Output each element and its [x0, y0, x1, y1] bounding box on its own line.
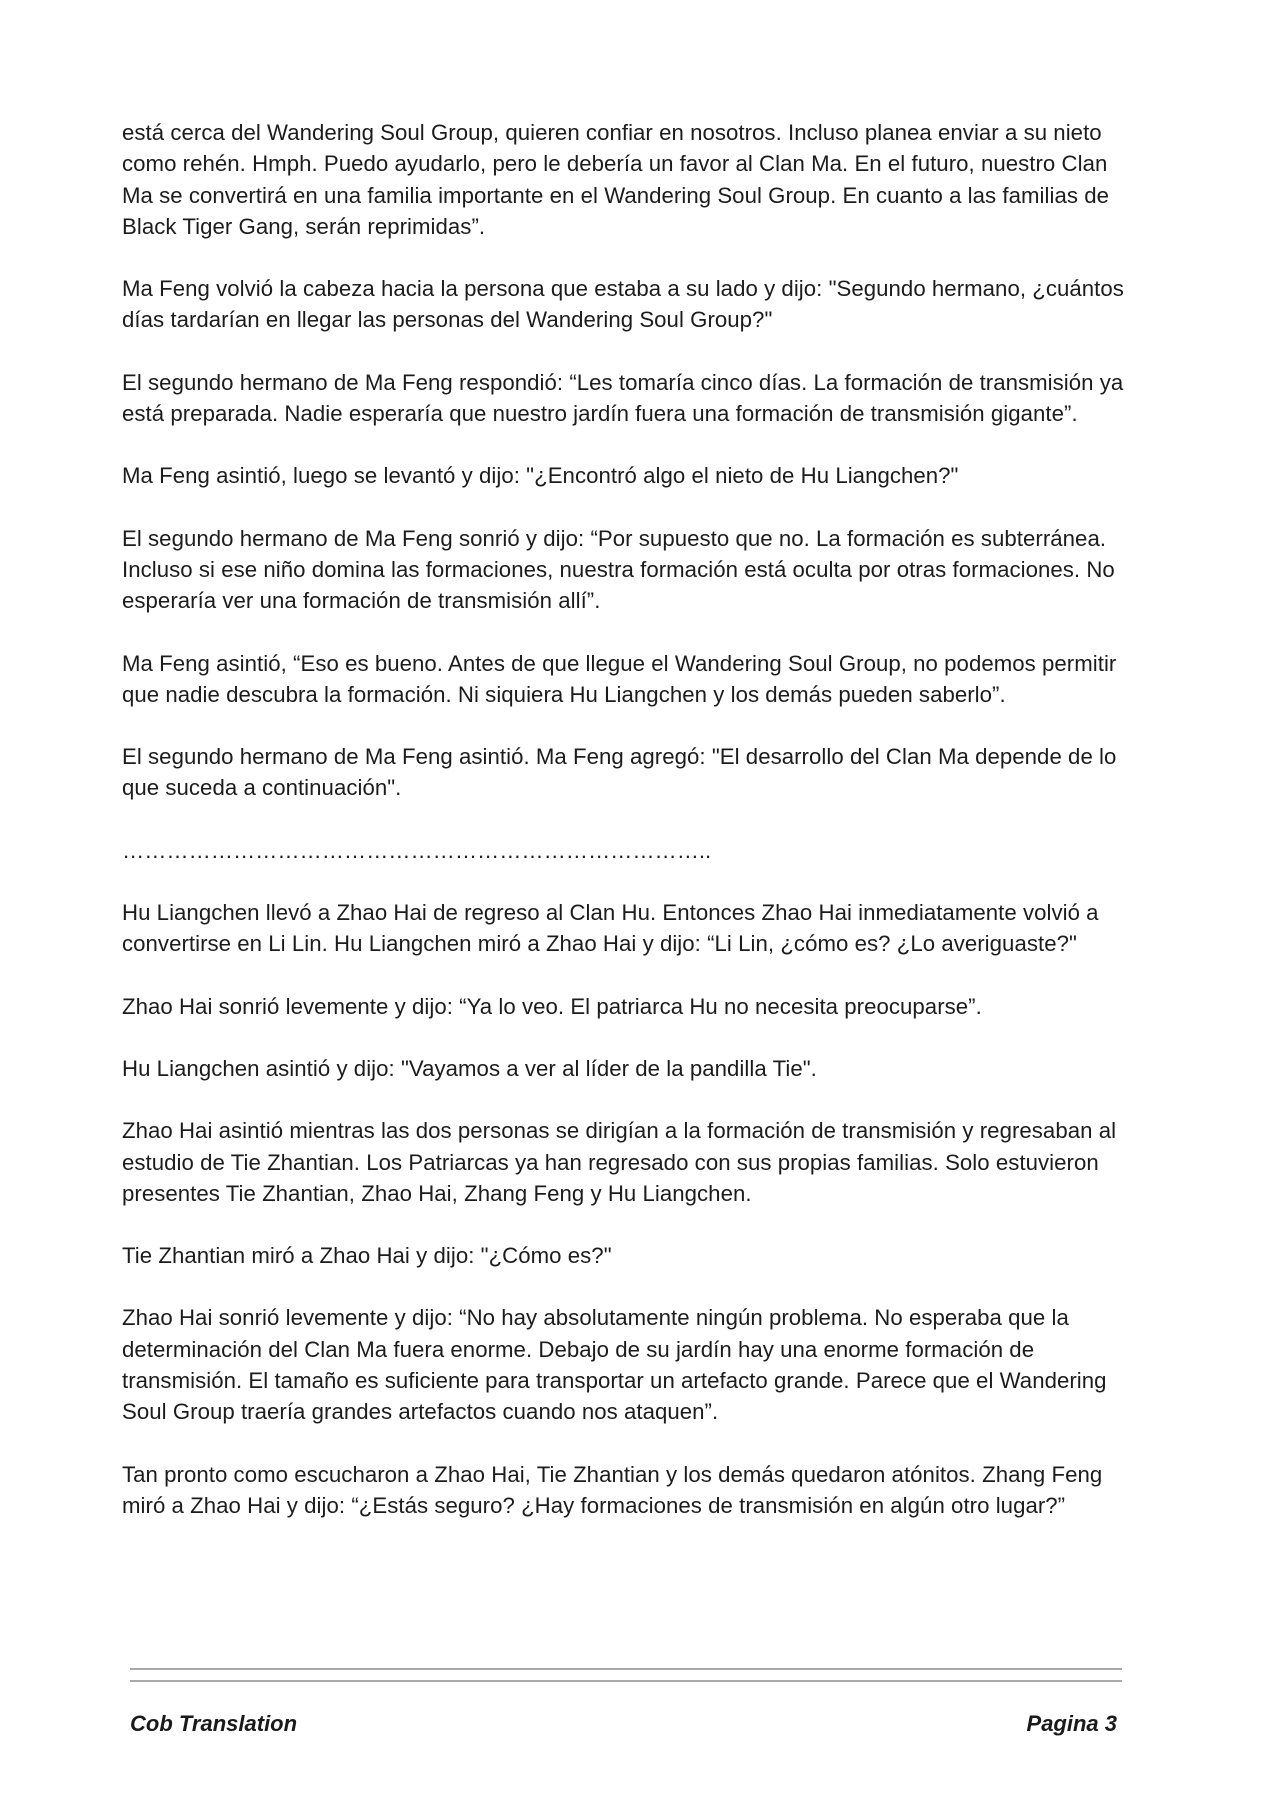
footer-divider [130, 1668, 1122, 1670]
footer-page-number: Pagina 3 [1026, 1711, 1117, 1736]
paragraph: El segundo hermano de Ma Feng asintió. Ma Feng agregó: "El desarrollo del Clan Ma depende de lo que suceda a continuación". [122, 744, 1117, 801]
paragraph: Zhao Hai sonrió levemente y dijo: “Ya lo veo. El patriarca Hu no necesita preocuparse”. [122, 993, 982, 1019]
paragraph: Tie Zhantian miró a Zhao Hai y dijo: "¿Cómo es?" [122, 1243, 612, 1269]
paragraph: Hu Liangchen asintió y dijo: "Vayamos a ver al líder de la pandilla Tie". [122, 1055, 817, 1081]
paragraph: El segundo hermano de Ma Feng respondió: “Les tomaría cinco días. La formación de transmisión ya está preparada. Nadie esperaría que nuestro jardín fuera una formación de transmisión gigante”. [122, 369, 1124, 427]
paragraph: está cerca del Wandering Soul Group, quieren confiar en nosotros. Incluso planea enviar a su nieto como rehén. Hmph. Puedo ayudarlo, pero le debería un favor al Clan Ma. En el futuro, nuestro Clan Ma se convertirá en una familia importante en el Wandering Soul Group. En cuanto a las familias de Black Tiger Gang, serán reprimidas”. [122, 120, 1110, 239]
paragraph: Zhao Hai sonrió levemente y dijo: “No hay absolutamente ningún problema. No esperaba que la determinación del Clan Ma fuera enorme. Debajo de su jardín hay una enorme formación de transmisión. El tamaño es suficiente para transportar un artefacto grande. Parece que el Wandering Soul Group traería grandes artefactos cuando nos ataquen”. [122, 1305, 1107, 1425]
paragraph: El segundo hermano de Ma Feng sonrió y dijo: “Por supuesto que no. La formación es subterránea. Incluso si ese niño domina las formaciones, nuestra formación está oculta por otras formaciones. No esperaría ver una formación de transmisión allí”. [122, 525, 1115, 614]
footer-divider [130, 1680, 1122, 1682]
paragraph: Ma Feng volvió la cabeza hacia la persona que estaba a su lado y dijo: "Segundo hermano, ¿cuántos días tardarían en llegar las personas del Wandering Soul Group?" [122, 276, 1124, 333]
section-separator: …………………………………………………………………….. [122, 837, 712, 863]
document-body [122, 117, 1142, 1552]
footer-translator-credit: Cob Translation [130, 1711, 298, 1736]
paragraph: Zhao Hai asintió mientras las dos personas se dirigían a la formación de transmisión y regresaban al estudio de Tie Zhantian. Los Patriarcas ya han regresado con sus propias familias. Solo estuvieron presentes Tie Zhantian, Zhao Hai, Zhang Feng y Hu Liangchen. [122, 1118, 1117, 1206]
paragraph: Hu Liangchen llevó a Zhao Hai de regreso al Clan Hu. Entonces Zhao Hai inmediatamente volvió a convertirse en Li Lin. Hu Liangchen miró a Zhao Hai y dijo: “Li Lin, ¿cómo es? ¿Lo averiguaste?" [122, 900, 1099, 957]
paragraph: Ma Feng asintió, “Eso es bueno. Antes de que llegue el Wandering Soul Group, no podemos permitir que nadie descubra la formación. Ni siquiera Hu Liangchen y los demás pueden saberlo”. [122, 650, 1117, 707]
paragraph: Ma Feng asintió, luego se levantó y dijo: "¿Encontró algo el nieto de Hu Liangchen?" [122, 463, 959, 489]
paragraph: Tan pronto como escucharon a Zhao Hai, Tie Zhantian y los demás quedaron atónitos. Zhang Feng miró a Zhao Hai y dijo: “¿Estás seguro? ¿Hay formaciones de transmisión en algún otro lugar?” [122, 1461, 1103, 1518]
